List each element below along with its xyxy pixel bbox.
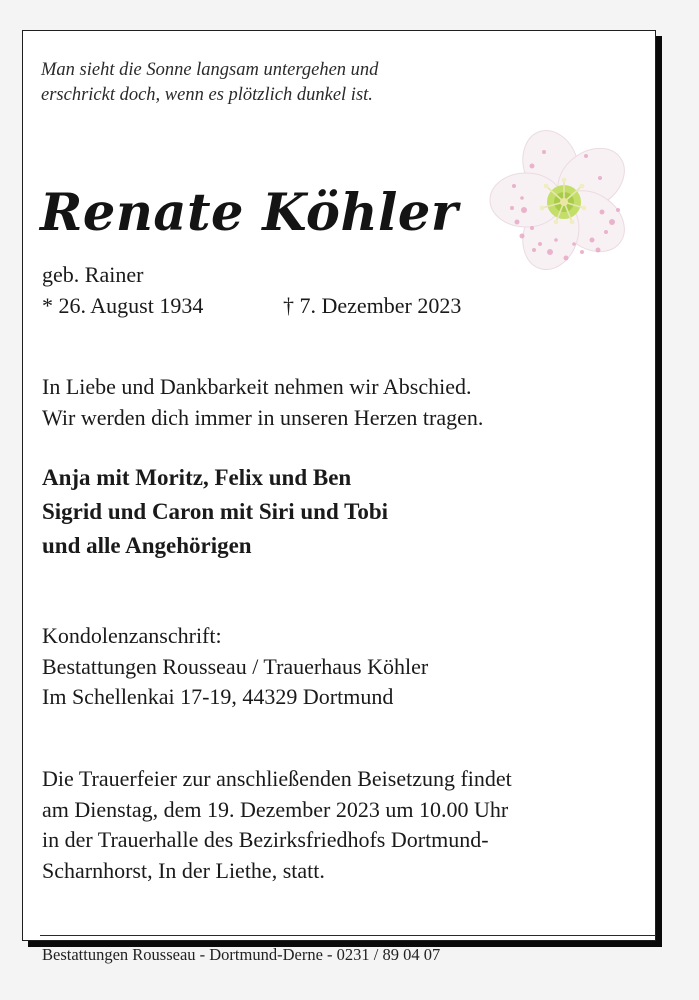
- funeral-home-footer: Bestattungen Rousseau - Dortmund-Derne - 0231 / 89 04 07: [42, 945, 441, 964]
- farewell-line-1: In Liebe und Dankbarkeit nehmen wir Abschied.: [42, 374, 472, 399]
- condolence-line-1: Bestattungen Rousseau / Trauerhaus Köhler: [42, 653, 429, 679]
- life-dates: [42, 291, 462, 321]
- verse-line-2: erschrickt doch, wenn es plötzlich dunkel ist.: [41, 85, 373, 105]
- birth-name: geb. Rainer: [42, 262, 144, 287]
- death-date: † 7. Dezember 2023: [283, 293, 462, 318]
- condolence-address: [42, 621, 428, 713]
- opening-verse: [41, 58, 501, 108]
- verse-line-1: Man sieht die Sonne langsam untergehen und: [41, 60, 379, 80]
- mourners-line-3: und alle Angehörigen: [42, 533, 252, 558]
- ceremony-line-4: Scharnhorst, In der Liethe, statt.: [42, 857, 325, 883]
- ceremony-line-1: Die Trauerfeier zur anschließenden Beisetzung findet: [42, 766, 512, 791]
- mourners-list: [42, 461, 388, 563]
- ceremony-details: [42, 764, 512, 886]
- deceased-name: Renate Köhler: [40, 183, 459, 243]
- birth-date: * 26. August 1934: [42, 293, 204, 318]
- mourners-line-1: Anja mit Moritz, Felix und Ben: [42, 465, 352, 490]
- farewell-text: [42, 371, 483, 433]
- ceremony-line-3: in der Trauerhalle des Bezirksfriedhofs Dortmund-: [42, 827, 489, 852]
- ceremony-line-2: am Dienstag, dem 19. Dezember 2023 um 10.00 Uhr: [42, 796, 509, 822]
- farewell-line-2: Wir werden dich immer in unseren Herzen tragen.: [42, 405, 484, 430]
- hellebore-flower-icon: [487, 128, 637, 273]
- mourners-line-2: Sigrid und Caron mit Siri und Tobi: [42, 499, 388, 524]
- condolence-heading: Kondolenzanschrift:: [42, 623, 222, 648]
- condolence-line-2: Im Schellenkai 17-19, 44329 Dortmund: [42, 684, 394, 709]
- footer-divider: [40, 935, 656, 936]
